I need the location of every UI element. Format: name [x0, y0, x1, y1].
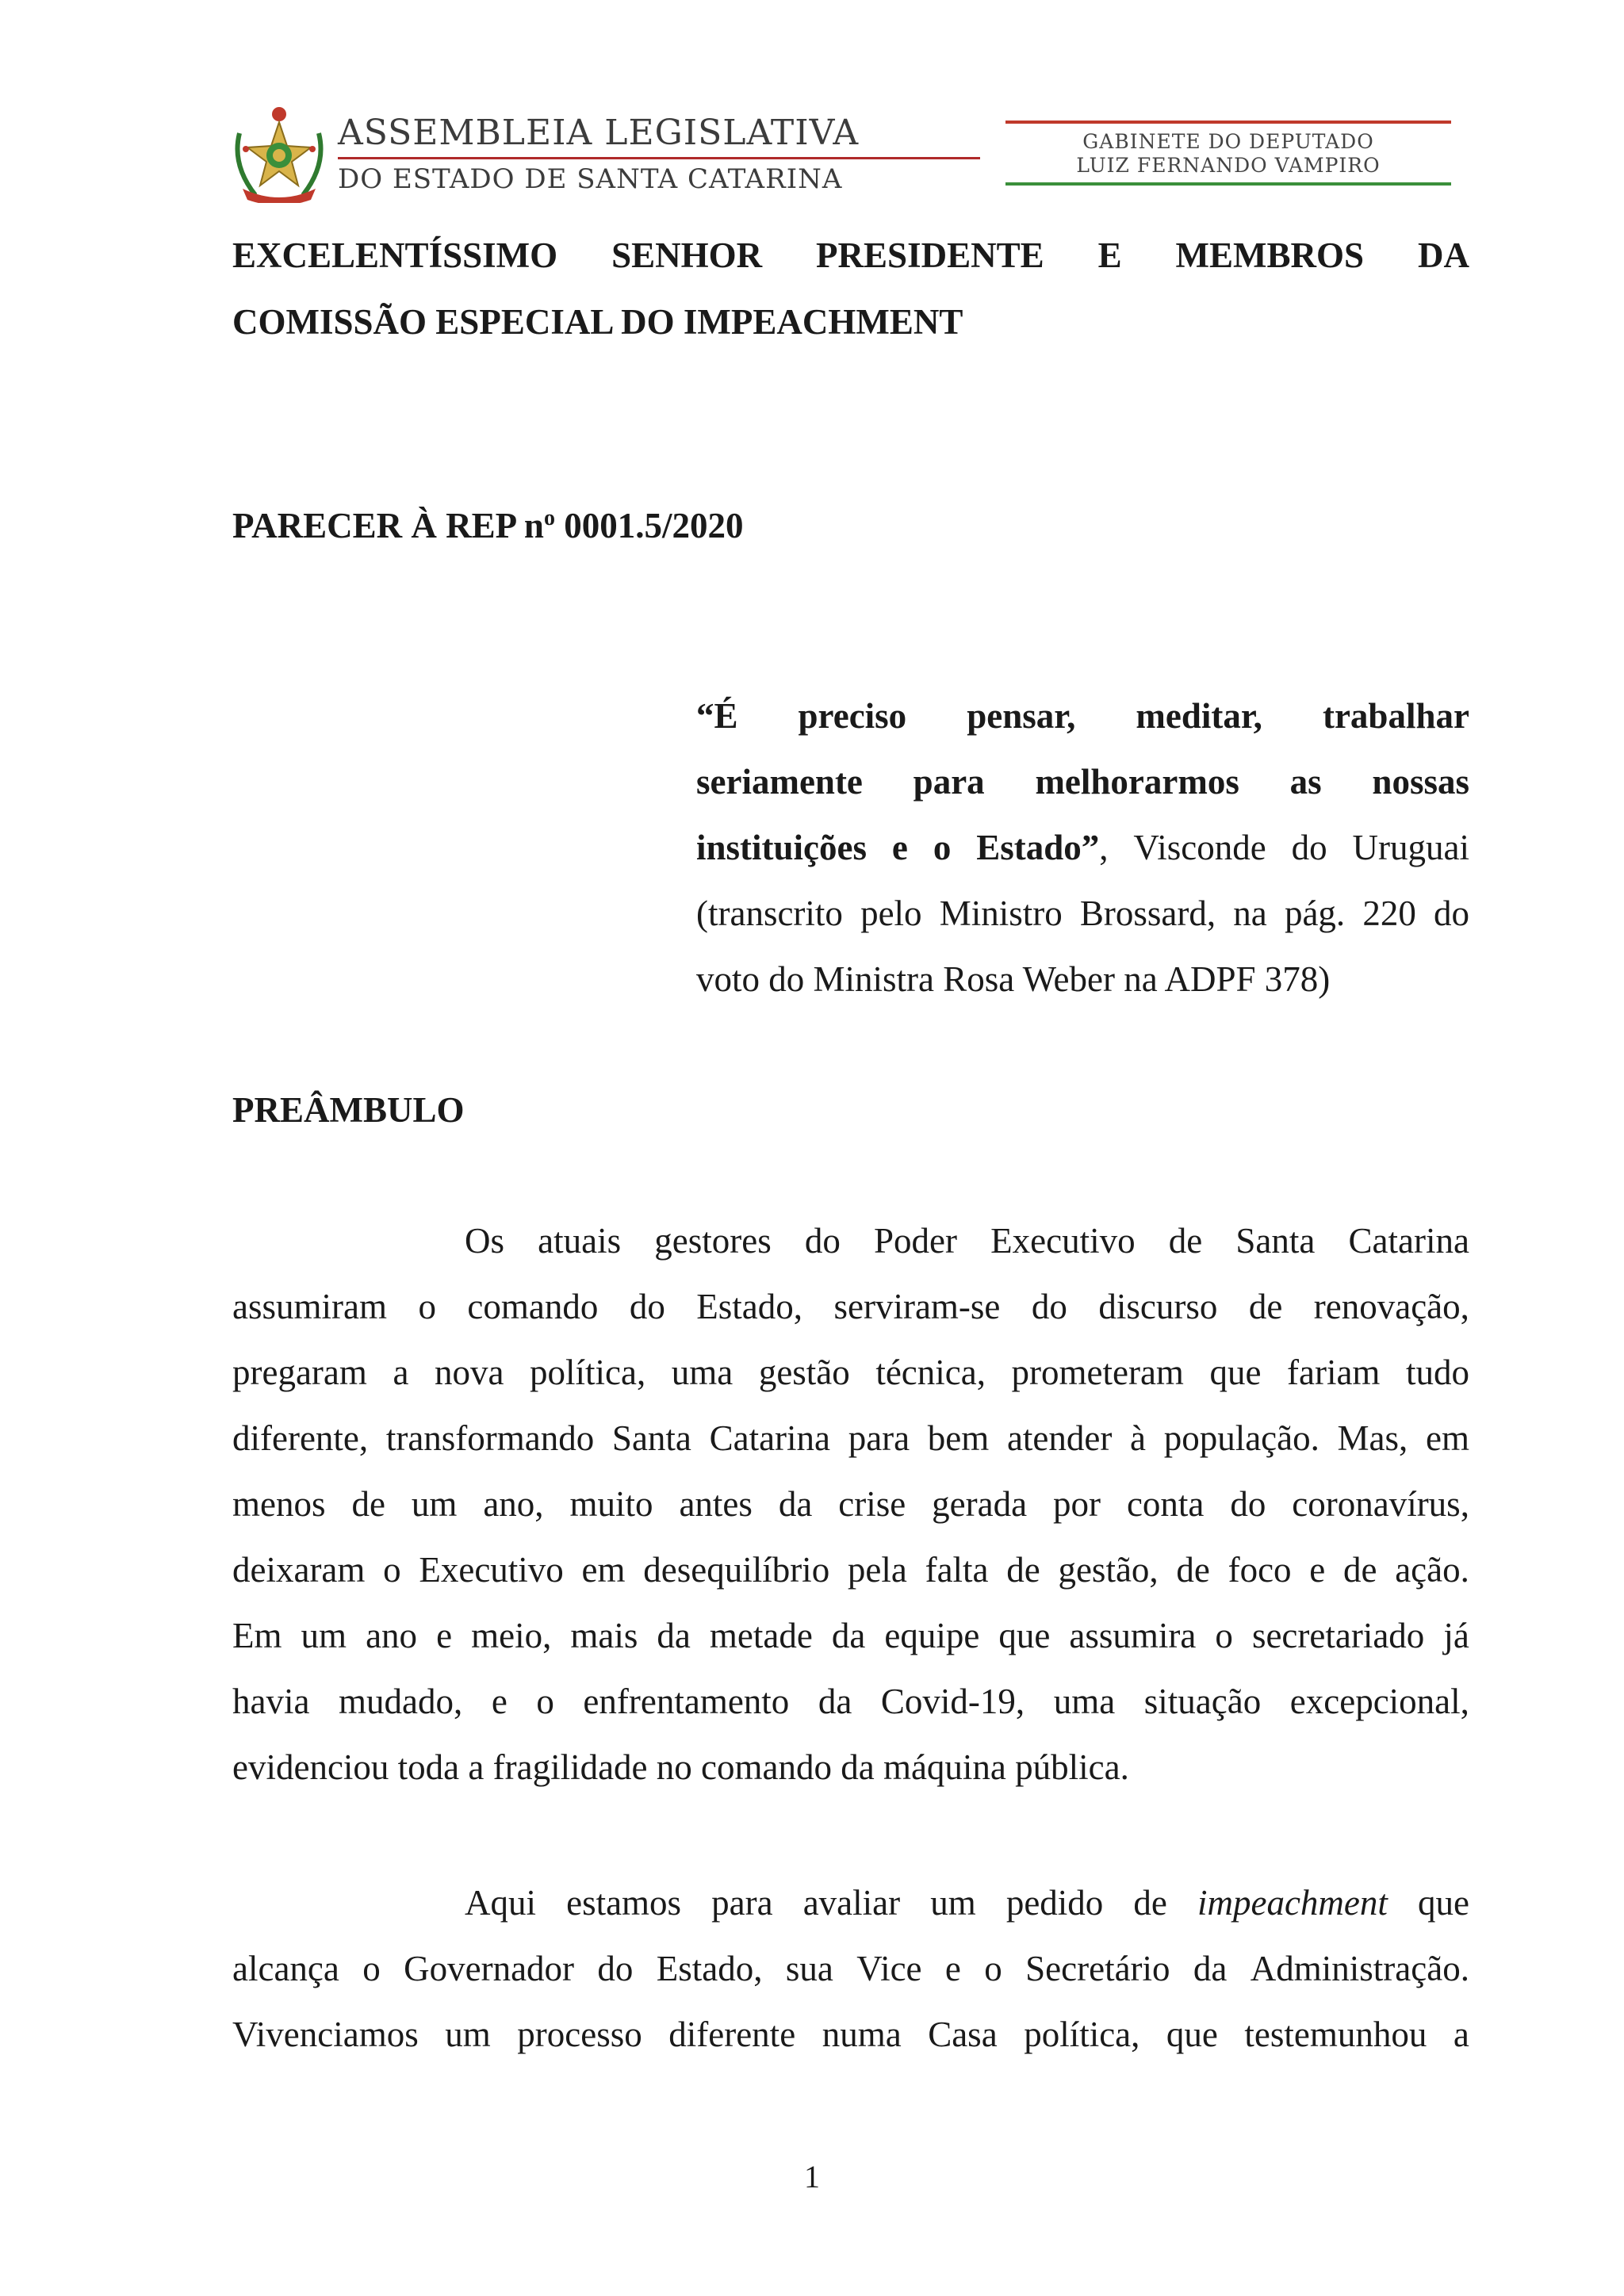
paragraph-word: população. — [1163, 1418, 1320, 1458]
paragraph-word: serviram-se — [833, 1287, 1001, 1326]
paragraph-word: que — [1166, 2015, 1218, 2054]
paragraph-word: Mas, — [1337, 1418, 1408, 1458]
gabinete-line1: GABINETE DO DEPUTADO — [1082, 130, 1374, 153]
paragraph-word: atuais — [538, 1221, 622, 1261]
paragraph-word: de — [351, 1484, 385, 1524]
paragraph-word: um — [301, 1616, 347, 1655]
paragraph-word: já — [1443, 1616, 1469, 1655]
gabinete-top-rule — [1005, 121, 1451, 124]
epigraph-word: (transcrito — [696, 894, 843, 933]
paragraph-word: gerada — [932, 1484, 1028, 1524]
org-divider — [338, 157, 980, 159]
paragraph-word: ano, — [483, 1484, 544, 1524]
paragraph-word: mudado, — [339, 1682, 463, 1721]
paragraph-line — [232, 2002, 1469, 2068]
epigraph-word: as — [1289, 762, 1322, 802]
paragraph-word: Administração. — [1250, 1949, 1469, 1988]
paragraph-word: ação. — [1395, 1550, 1469, 1590]
paragraph-word: Catarina — [709, 1418, 831, 1458]
paragraph-word: prometeram — [1011, 1353, 1184, 1392]
paragraph-word: havia — [232, 1682, 310, 1721]
paragraph-word: em — [1425, 1418, 1469, 1458]
paragraph-word: metade — [709, 1616, 813, 1655]
epigraph-line: voto do Ministra Rosa Weber na ADPF 378) — [696, 959, 1331, 999]
paragraph-word: meio, — [471, 1616, 552, 1655]
epigraph-word: pág. — [1284, 894, 1346, 933]
paragraph-word: um — [445, 2015, 491, 2054]
paragraph-word: em — [581, 1550, 626, 1590]
paragraph-word: enfrentamento — [583, 1682, 790, 1721]
paragraph-word: a — [1453, 2015, 1469, 2054]
paragraph-word: Os — [465, 1221, 505, 1261]
epigraph-line — [696, 815, 1469, 881]
paragraph-word: de — [1006, 1550, 1040, 1590]
paragraph-word: para — [711, 1883, 773, 1923]
paragraph-word: do — [597, 1949, 634, 1988]
paragraph-word: para — [848, 1418, 910, 1458]
gabinete-bottom-rule — [1005, 182, 1451, 186]
addressee-word: E — [1097, 235, 1122, 275]
paragraph-word: Aqui — [465, 1883, 536, 1923]
paragraph-word: pedido — [1005, 1883, 1104, 1923]
paragraph-word: transformando — [385, 1418, 595, 1458]
paragraph-word: do — [629, 1287, 665, 1326]
paragraph-word: gestão, — [1058, 1550, 1159, 1590]
paragraph-word: atender — [1006, 1418, 1113, 1458]
paragraph-word: equipe — [884, 1616, 980, 1655]
epigraph-word: Estado” — [976, 828, 1100, 867]
paragraph-word: técnica, — [875, 1353, 986, 1392]
epigraph-word: pensar, — [967, 696, 1076, 736]
paragraph-word: por — [1053, 1484, 1101, 1524]
paragraph-word: assumiram — [232, 1287, 387, 1326]
paragraph-word: uma — [1053, 1682, 1116, 1721]
paragraph-line — [232, 1471, 1469, 1537]
paragraph-word: muito — [569, 1484, 653, 1524]
epigraph-word: 220 — [1362, 894, 1416, 933]
paragraph-word: que — [1209, 1353, 1262, 1392]
epigraph-word: preciso — [798, 696, 907, 736]
paragraph-word: Poder — [874, 1221, 958, 1261]
paragraph-word: da — [1193, 1949, 1228, 1988]
paragraph-word: diferente — [668, 2015, 796, 2054]
paragraph-word: estamos — [566, 1883, 682, 1923]
paragraph-word: que — [1418, 1883, 1469, 1923]
paragraph-word: de — [1248, 1287, 1283, 1326]
paragraph-word: renovação, — [1313, 1287, 1469, 1326]
parecer-title — [232, 485, 1469, 559]
epigraph-word: Visconde — [1133, 828, 1266, 867]
epigraph-word: “É — [696, 696, 738, 736]
paragraph-word: Governador — [404, 1949, 575, 1988]
paragraph-word: Casa — [928, 2015, 998, 2054]
paragraph-word: gestão — [758, 1353, 850, 1392]
paragraph-word: Vice — [856, 1949, 922, 1988]
paragraph-word: foco — [1228, 1550, 1292, 1590]
paragraph-word: um — [411, 1484, 458, 1524]
paragraph-line: evidenciou toda a fragilidade no comando da máquina pública. — [232, 1747, 1129, 1787]
coat-of-arms-icon — [232, 101, 327, 203]
epigraph-word: o — [933, 828, 952, 867]
paragraph-word: um — [930, 1883, 976, 1923]
paragraph-word: e — [1309, 1550, 1326, 1590]
paragraph-word: política, — [530, 1353, 646, 1392]
paragraph-word: falta — [925, 1550, 989, 1590]
paragraph-word: Estado, — [696, 1287, 803, 1326]
addressee-word: SENHOR — [611, 235, 763, 275]
paragraph-word: do — [1031, 1287, 1067, 1326]
gabinete-line2: LUIZ FERNANDO VAMPIRO — [1076, 154, 1381, 177]
epigraph-word: para — [913, 762, 985, 802]
paragraph-word: pela — [847, 1550, 907, 1590]
paragraph-word: da — [818, 1682, 852, 1721]
paragraph-word: do — [1230, 1484, 1266, 1524]
epigraph-line — [696, 683, 1469, 749]
paragraph-word: da — [831, 1616, 866, 1655]
assembly-logo — [232, 101, 860, 203]
paragraph-word: sua — [785, 1949, 833, 1988]
paragraph-word: à — [1130, 1418, 1147, 1458]
parecer-number: 0001.5/2020 — [554, 506, 744, 545]
org-name-line2: DO ESTADO DE SANTA CATARINA — [338, 163, 843, 195]
paragraph-line — [232, 1936, 1469, 2002]
paragraph-word: que — [998, 1616, 1051, 1655]
paragraph-line — [232, 1208, 1469, 1274]
paragraph-word: de — [1342, 1550, 1377, 1590]
epigraph-word: melhorarmos — [1035, 762, 1239, 802]
epigraph-word: trabalhar — [1322, 696, 1469, 736]
paragraph-word-italic: impeachment — [1197, 1883, 1388, 1923]
paragraph-word: antes — [679, 1484, 753, 1524]
paragraph-word: o — [383, 1550, 401, 1590]
paragraph-1 — [232, 1208, 1469, 1800]
paragraph-word: Catarina — [1348, 1221, 1469, 1261]
paragraph-word: a — [393, 1353, 409, 1392]
paragraph-line — [232, 1340, 1469, 1406]
paragraph-word: Executivo — [990, 1221, 1136, 1261]
paragraph-word: processo — [517, 2015, 642, 2054]
addressee-word: PRESIDENTE — [816, 235, 1044, 275]
paragraph-word: o — [536, 1682, 554, 1721]
paragraph-word: o — [984, 1949, 1002, 1988]
paragraph-word: secretariado — [1251, 1616, 1425, 1655]
parecer-superscript: o — [543, 506, 555, 530]
paragraph-word: coronavírus, — [1292, 1484, 1469, 1524]
paragraph-word: alcança — [232, 1949, 339, 1988]
epigraph-word: pelo — [860, 894, 922, 933]
paragraph-line — [232, 1274, 1469, 1340]
preambulo-heading: PREÂMBULO — [232, 1090, 465, 1130]
paragraph-word: ano — [366, 1616, 418, 1655]
paragraph-word: o — [362, 1949, 381, 1988]
paragraph-line — [232, 1870, 1469, 1936]
paragraph-word: de — [1133, 1883, 1167, 1923]
paragraph-word: testemunhou — [1244, 2015, 1427, 2054]
paragraph-word: de — [1168, 1221, 1203, 1261]
paragraph-word: Santa — [611, 1418, 691, 1458]
paragraph-word: conta — [1126, 1484, 1205, 1524]
epigraph-line — [696, 749, 1469, 815]
paragraph-word: deixaram — [232, 1550, 366, 1590]
paragraph-word: avaliar — [802, 1883, 901, 1923]
paragraph-word: bem — [927, 1418, 990, 1458]
paragraph-word: crise — [838, 1484, 906, 1524]
paragraph-word: gestores — [654, 1221, 772, 1261]
paragraph-word: o — [1215, 1616, 1233, 1655]
epigraph-word: do — [1433, 894, 1469, 933]
epigraph-word: Brossard, — [1079, 894, 1216, 933]
paragraph-word: do — [804, 1221, 841, 1261]
paragraph-word: mais — [570, 1616, 638, 1655]
addressee-line1 — [232, 222, 1469, 289]
paragraph-word: comando — [467, 1287, 599, 1326]
paragraph-word: diferente, — [232, 1418, 369, 1458]
addressee-word: EXCELENTÍSSIMO — [232, 235, 558, 275]
paragraph-2 — [232, 1870, 1469, 2068]
paragraph-word: política, — [1024, 2015, 1140, 2054]
paragraph-line — [232, 1603, 1469, 1669]
paragraph-word: e — [491, 1682, 508, 1721]
paragraph-line — [232, 1537, 1469, 1603]
paragraph-word: da — [657, 1616, 691, 1655]
epigraph-word: , — [1099, 828, 1109, 867]
paragraph-word: de — [1176, 1550, 1210, 1590]
paragraph-word: uma — [671, 1353, 733, 1392]
page-number: 1 — [804, 2159, 820, 2195]
epigraph-word-group — [976, 815, 1108, 881]
epigraph-word: do — [1291, 828, 1327, 867]
paragraph-word: Covid-19, — [880, 1682, 1025, 1721]
paragraph-word: Em — [232, 1616, 282, 1655]
paragraph-word: Santa — [1235, 1221, 1316, 1261]
epigraph-word: na — [1233, 894, 1267, 933]
paragraph-word: nova — [434, 1353, 504, 1392]
org-name-line1: ASSEMBLEIA LEGISLATIVA — [338, 113, 860, 153]
epigraph-word: meditar, — [1136, 696, 1262, 736]
paragraph-word: desequilíbrio — [643, 1550, 830, 1590]
paragraph-word: Estado, — [656, 1949, 763, 1988]
epigraph-word: Uruguai — [1352, 828, 1469, 867]
parecer-prefix: PARECER À REP n — [232, 506, 544, 545]
paragraph-word: Secretário — [1025, 1949, 1170, 1988]
paragraph-word: e — [436, 1616, 453, 1655]
paragraph-word: pregaram — [232, 1353, 367, 1392]
paragraph-word: e — [944, 1949, 961, 1988]
paragraph-line — [232, 1406, 1469, 1471]
paragraph-line — [232, 1669, 1469, 1735]
paragraph-word: assumira — [1069, 1616, 1197, 1655]
paragraph-word: situação — [1143, 1682, 1262, 1721]
epigraph-word: Ministro — [939, 894, 1063, 933]
paragraph-word: Executivo — [419, 1550, 564, 1590]
epigraph-word: nossas — [1372, 762, 1469, 802]
paragraph-word: tudo — [1405, 1353, 1469, 1392]
addressee-word: DA — [1417, 235, 1469, 275]
paragraph-word: menos — [232, 1484, 326, 1524]
paragraph-word: excepcional, — [1289, 1682, 1469, 1721]
epigraph-quote — [696, 683, 1469, 1012]
addressee-word: MEMBROS — [1175, 235, 1365, 275]
epigraph-word: seriamente — [696, 762, 863, 802]
paragraph-word: discurso — [1098, 1287, 1218, 1326]
paragraph-word: da — [778, 1484, 813, 1524]
addressee-line2: COMISSÃO ESPECIAL DO IMPEACHMENT — [232, 302, 963, 342]
epigraph-line — [696, 881, 1469, 947]
paragraph-word: o — [418, 1287, 436, 1326]
paragraph-word: numa — [822, 2015, 902, 2054]
epigraph-word: instituições — [696, 828, 868, 867]
gabinete-logo — [1005, 121, 1451, 187]
epigraph-word: e — [891, 828, 908, 867]
paragraph-word: fariam — [1287, 1353, 1381, 1392]
paragraph-word: Vivenciamos — [232, 2015, 419, 2054]
